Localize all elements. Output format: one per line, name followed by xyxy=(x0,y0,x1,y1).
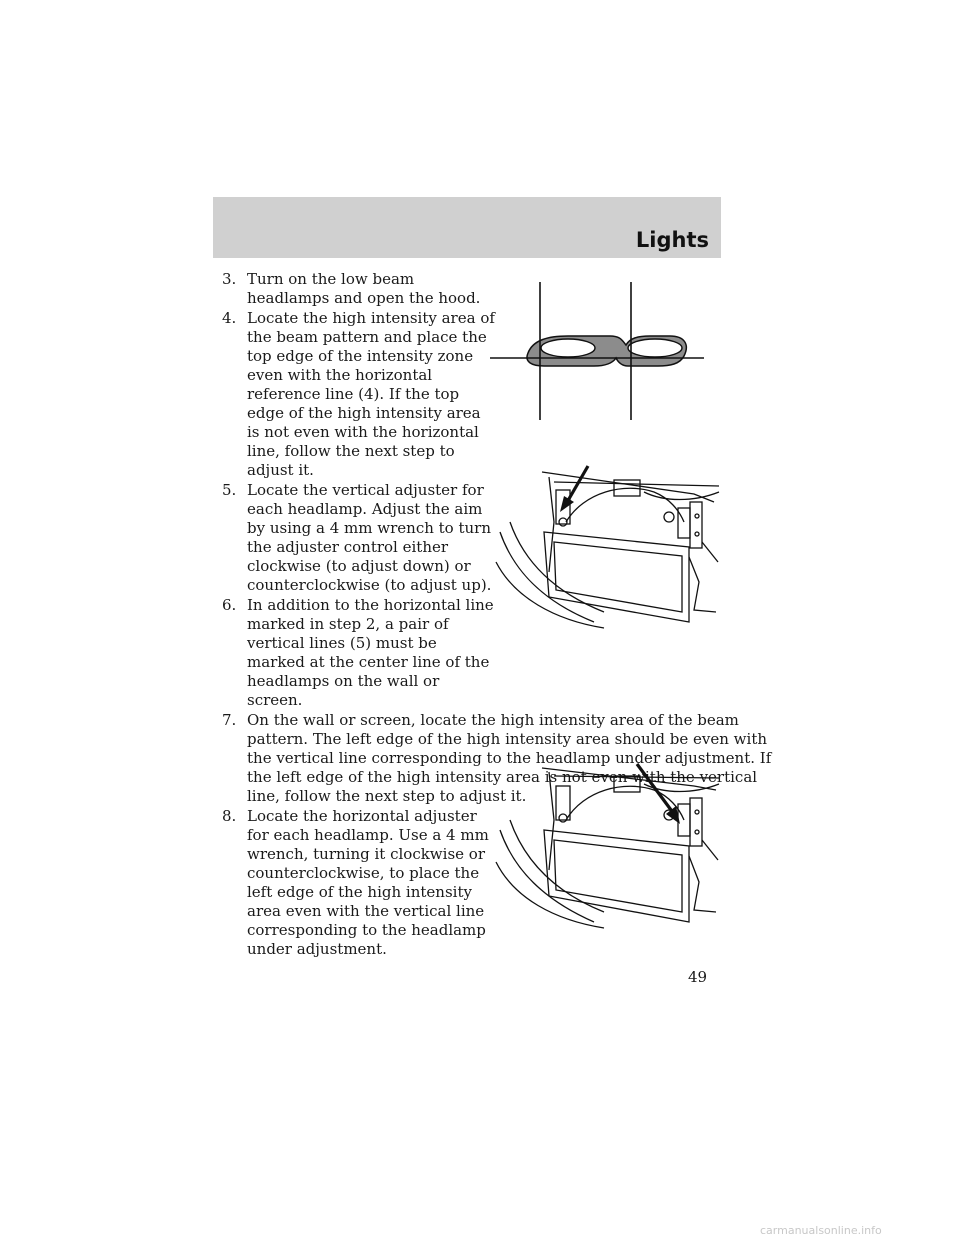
right-hot-spot xyxy=(628,339,682,357)
step-text: Locate the vertical adjuster for each headlamp. Adjust the aim by using a 4 mm wrench to turn the adjuster control either clockwise (to adjust down) or counterclockwise (to adjust up). xyxy=(247,481,492,594)
horizontal-adjuster-figure xyxy=(494,760,720,932)
adjuster-arrow-shaft xyxy=(566,466,588,504)
step-number: 8. xyxy=(222,807,237,825)
step-number: 6. xyxy=(222,596,237,614)
step-text: Turn on the low beam headlamps and open the hood. xyxy=(247,270,481,307)
beam-pattern-figure xyxy=(488,278,708,424)
step-text: Locate the horizontal adjuster for each headlamp. Use a 4 mm wrench, turning it clockwise or counterclockwise, to place the left edge of the high intensity area even with the vertical line corresponding to the headlamp under adjustment. xyxy=(247,807,489,958)
watermark: carmanualsonline.info xyxy=(760,1224,882,1237)
section-title: Lights xyxy=(635,228,709,252)
step-number: 5. xyxy=(222,481,237,499)
step-text: In addition to the horizontal line marked in step 2, a pair of vertical lines (5) must be marked at the center line of the headlamps on the wall or screen. xyxy=(247,596,494,709)
page-number: 49 xyxy=(688,968,708,986)
left-hot-spot xyxy=(541,339,595,357)
step-number: 4. xyxy=(222,309,237,327)
step-number: 7. xyxy=(222,711,237,729)
step-number: 3. xyxy=(222,270,237,288)
adjuster-arrow-shaft xyxy=(637,764,674,814)
vertical-adjuster-figure xyxy=(494,462,720,632)
step-text: On the wall or screen, locate the high intensity area of the beam pattern. The left edge of the high intensity area should be even with the vertical line corresponding to the headlamp under adjustment. If the left edge of the high intensity area is not even with the vertical line, follow the next step to adjust it. xyxy=(247,711,772,805)
section-header-band xyxy=(213,197,721,258)
adjuster-arrow-head xyxy=(560,496,574,512)
step-text: Locate the high intensity area of the beam pattern and place the top edge of the intensity zone even with the horizontal reference line (4). If the top edge of the high intensity area is not even with the horizontal line, follow the next step to adjust it. xyxy=(247,309,495,479)
